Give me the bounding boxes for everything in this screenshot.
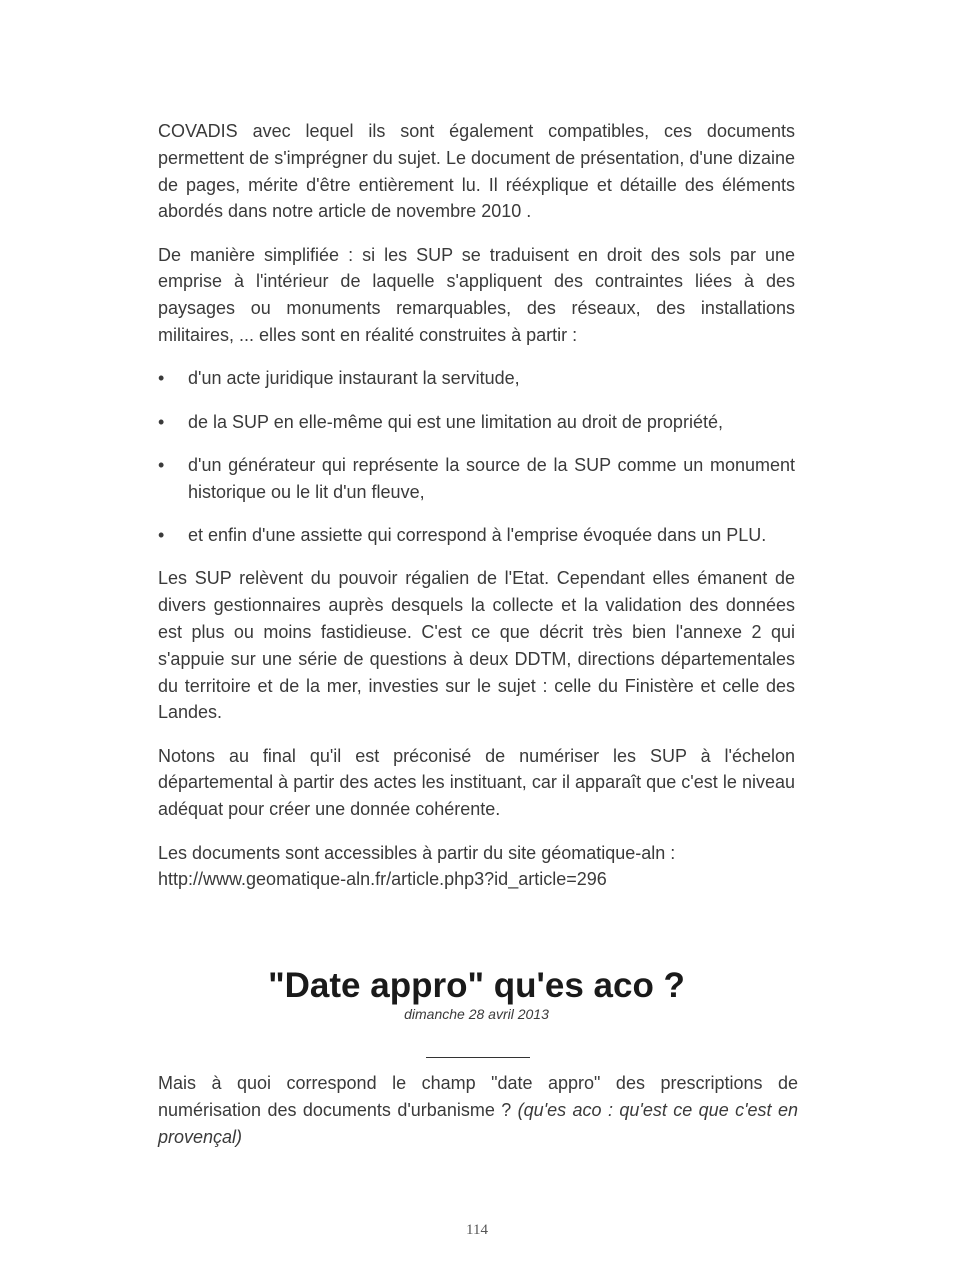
paragraph-sup-regalien: Les SUP relèvent du pouvoir régalien de l'Etat. Cependant elles émanent de divers gestionnaires auprès desquels la collecte et la validation des données est plus ou moins fastidieuse. C'est ce que décrit très bien l'annexe 2 qui s'appuie sur une série de questions à deux DDTM, directions départementales du territoire et de la mer, investies sur le sujet : celle du Finistère et celle des Landes. bbox=[158, 568, 795, 723]
section-separator bbox=[426, 1057, 530, 1058]
list-item-text: d'un générateur qui représente la source de la SUP comme un monument historique ou le lit d'un fleuve, bbox=[188, 454, 795, 502]
bullet-icon: • bbox=[158, 454, 165, 475]
bullet-icon: • bbox=[158, 411, 165, 432]
paragraph-conclusion: Notons au final qu'il est préconisé de numériser les SUP à l'échelon départemental à partir des actes les instituant, car il apparaît que c'est le niveau adéquat pour créer une donnée cohérente. bbox=[158, 745, 795, 820]
bullet-icon: • bbox=[158, 368, 165, 389]
page-number: 114 bbox=[466, 1222, 488, 1238]
section-title: "Date appro" qu'es aco ? bbox=[268, 966, 685, 1005]
paragraph-documents-access bbox=[158, 840, 795, 894]
list-item-text: de la SUP en elle-même qui est une limitation au droit de propriété, bbox=[188, 411, 723, 432]
list-item bbox=[158, 409, 795, 436]
list-item bbox=[158, 522, 795, 549]
list-item bbox=[158, 452, 795, 506]
section-intro-text: Mais à quoi correspond le champ "date appro" des prescriptions de numérisation des documents d'urbanisme ? bbox=[158, 1073, 798, 1120]
paragraph-definition: De manière simplifiée : si les SUP se traduisent en droit des sols par une emprise à l'intérieur de laquelle s'appliquent des contraintes liées à des paysages ou monuments remarquables, des réseaux, des installations militaires, ... elles sont en réalité construites à partir : bbox=[158, 244, 795, 346]
documents-access-text: Les documents sont accessibles à partir du site géomatique-aln : bbox=[158, 842, 676, 863]
documents-link[interactable]: http://www.geomatique-aln.fr/article.php3?id_article=296 bbox=[158, 869, 607, 890]
section-intro-italic: (qu'es aco : qu'est ce que c'est en provençal) bbox=[158, 1099, 798, 1147]
list-item bbox=[158, 365, 795, 392]
section-intro bbox=[158, 1070, 798, 1150]
list-item-text: d'un acte juridique instaurant la servitude, bbox=[188, 368, 520, 389]
bullet-icon: • bbox=[158, 525, 165, 546]
paragraph-covadis: COVADIS avec lequel ils sont également compatibles, ces documents permettent de s'imprégner du sujet. Le document de présentation, d'une dizaine de pages, mérite d'être entièrement lu. Il rééxplique et détaille des éléments abordés dans notre article de novembre 2010 . bbox=[158, 121, 795, 222]
list-item-text: et enfin d'une assiette qui correspond à l'emprise évoquée dans un PLU. bbox=[188, 525, 767, 546]
article-body bbox=[158, 118, 795, 910]
section-date: dimanche 28 avril 2013 bbox=[404, 1006, 549, 1022]
bullet-list bbox=[158, 365, 795, 548]
